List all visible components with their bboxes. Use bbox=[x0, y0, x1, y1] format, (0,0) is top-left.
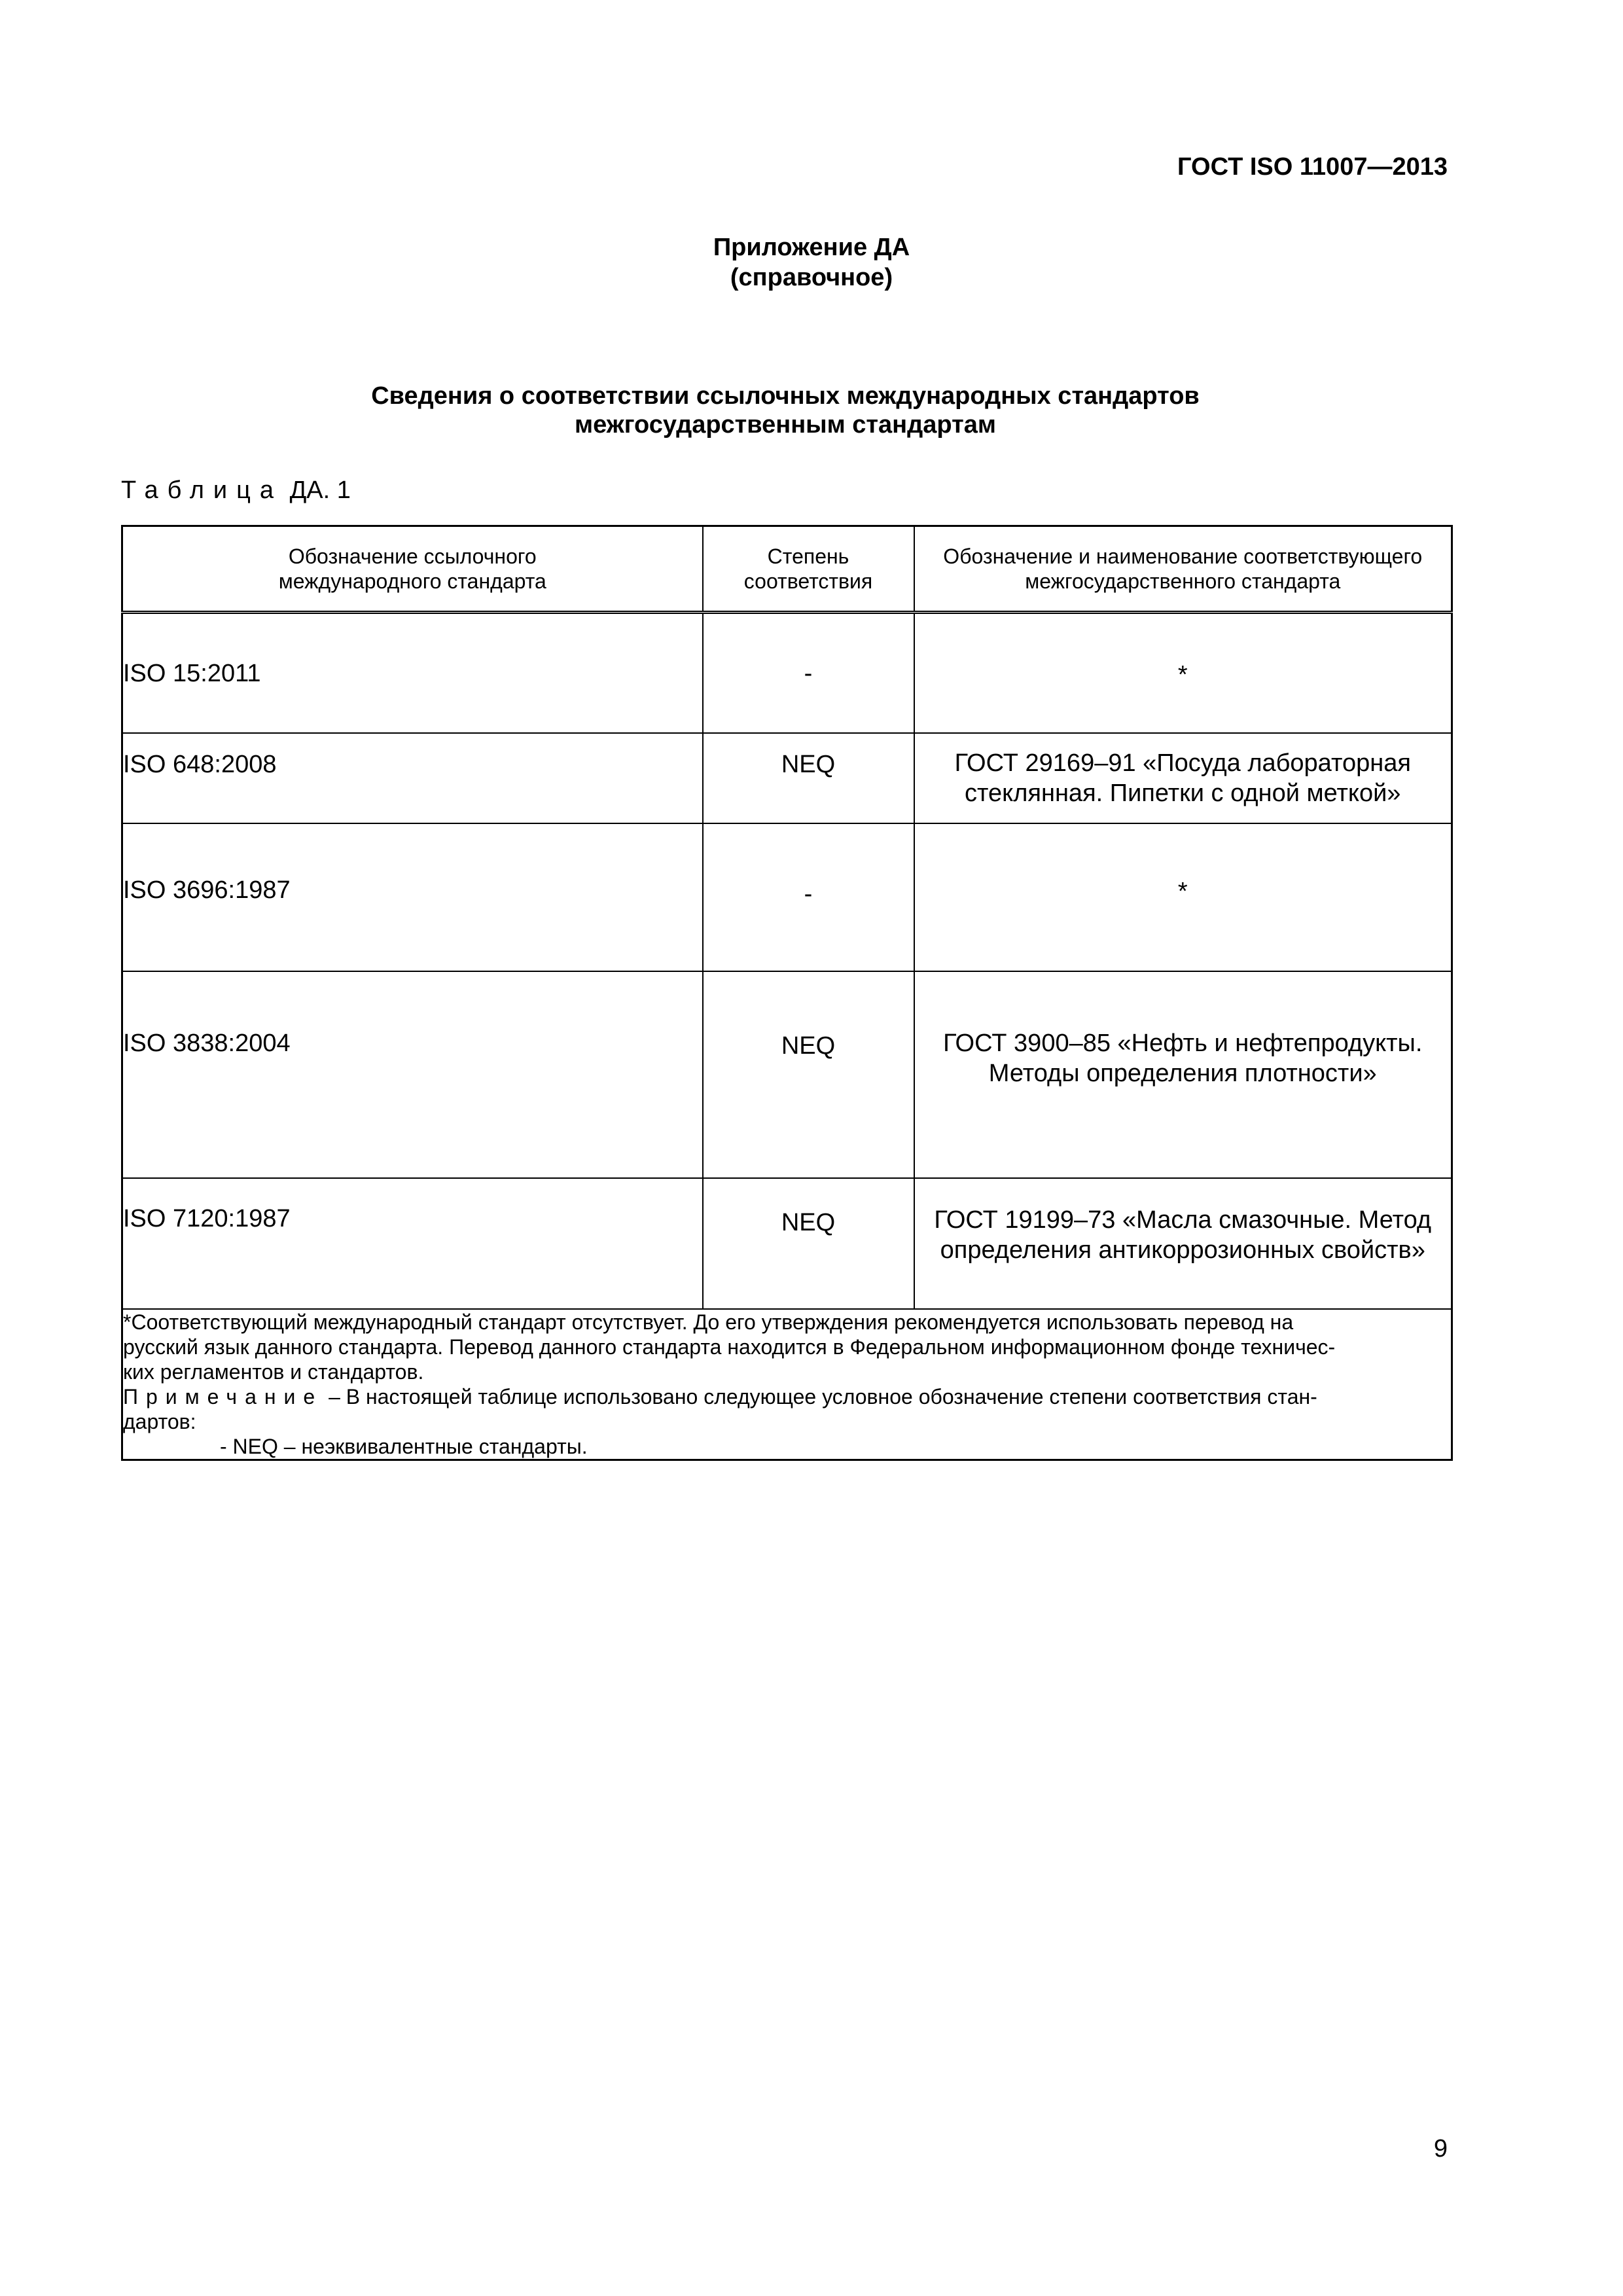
note-item: - NEQ – неэквивалентные стандарты. bbox=[220, 1434, 588, 1458]
table-caption bbox=[121, 476, 351, 505]
row-corresponding-line1: * bbox=[1177, 661, 1188, 689]
row-standard: ISO 7120:1987 bbox=[122, 1178, 703, 1309]
row-corresponding-line2: Методы определения плотности» bbox=[988, 1059, 1377, 1087]
table-header-row bbox=[122, 526, 1452, 613]
row-corresponding-line2: определения антикоррозионных свойств» bbox=[940, 1236, 1425, 1264]
footnote-line1: *Соответствующий международный стандарт отсутствует. До его утверждения рекомендуется использовать перевод на bbox=[123, 1310, 1294, 1334]
row-degree: - bbox=[703, 823, 914, 971]
row-standard: ISO 15:2011 bbox=[122, 613, 703, 733]
header-degree bbox=[703, 526, 914, 613]
table-row bbox=[122, 1178, 1452, 1309]
row-corresponding bbox=[914, 971, 1452, 1178]
table-footnote-row bbox=[122, 1309, 1452, 1460]
table-caption-word: Таблица bbox=[121, 476, 283, 504]
footnote-line3: ких регламентов и стандартов. bbox=[123, 1359, 424, 1384]
row-degree: NEQ bbox=[703, 733, 914, 823]
section-title-line1: Сведения о соответствии ссылочных международных стандартов bbox=[371, 382, 1200, 410]
table-footnote bbox=[122, 1309, 1452, 1460]
row-corresponding bbox=[914, 613, 1452, 733]
row-corresponding bbox=[914, 1178, 1452, 1309]
header-col1-line1: Обозначение ссылочного bbox=[288, 545, 537, 568]
row-corresponding-line1: * bbox=[1177, 877, 1188, 905]
note-line bbox=[123, 1384, 1451, 1409]
header-col2-line2: соответствия bbox=[743, 569, 873, 593]
page-number: 9 bbox=[1433, 2135, 1448, 2162]
header-corresponding-standard bbox=[914, 526, 1452, 613]
row-corresponding-line1: ГОСТ 19199–73 «Масла смазочные. Метод bbox=[934, 1206, 1432, 1234]
footnote-line2: русский язык данного стандарта. Перевод данного стандарта находится в Федеральном информационном фонде техничес- bbox=[123, 1335, 1336, 1359]
row-degree: NEQ bbox=[703, 1178, 914, 1309]
annex-heading bbox=[0, 232, 1623, 293]
header-col2-line1: Степень bbox=[767, 545, 849, 568]
row-corresponding-line1: ГОСТ 29169–91 «Посуда лабораторная bbox=[954, 749, 1411, 777]
row-corresponding-line1: ГОСТ 3900–85 «Нефть и нефтепродукты. bbox=[943, 1029, 1423, 1057]
section-title-line2: межгосударственным стандартам bbox=[575, 411, 996, 439]
note-line2: дартов: bbox=[123, 1409, 196, 1433]
row-degree: NEQ bbox=[703, 971, 914, 1178]
document-code: ГОСТ ISO 11007—2013 bbox=[1177, 153, 1448, 181]
note-label: Примечание bbox=[123, 1384, 323, 1408]
row-corresponding bbox=[914, 733, 1452, 823]
row-standard: ISO 3838:2004 bbox=[122, 971, 703, 1178]
section-title bbox=[0, 382, 1571, 439]
table-caption-number: ДА. 1 bbox=[289, 476, 351, 504]
header-reference-standard bbox=[122, 526, 703, 613]
row-corresponding bbox=[914, 823, 1452, 971]
annex-subtitle: (справочное) bbox=[730, 264, 893, 291]
table-row bbox=[122, 613, 1452, 733]
row-corresponding-line2: стеклянная. Пипетки с одной меткой» bbox=[965, 779, 1401, 807]
annex-title: Приложение ДА bbox=[713, 234, 910, 261]
header-col1-line2: международного стандарта bbox=[278, 569, 546, 593]
table-row bbox=[122, 823, 1452, 971]
header-col3-line2: межгосударственного стандарта bbox=[1025, 569, 1341, 593]
row-standard: ISO 3696:1987 bbox=[122, 823, 703, 971]
table-row bbox=[122, 971, 1452, 1178]
header-col3-line1: Обозначение и наименование соответствующего bbox=[943, 545, 1423, 568]
correspondence-table bbox=[121, 525, 1453, 1461]
row-standard: ISO 648:2008 bbox=[122, 733, 703, 823]
note-text: – В настоящей таблице использовано следующее условное обозначение степени соответствия стан- bbox=[323, 1384, 1317, 1408]
table-row bbox=[122, 733, 1452, 823]
row-degree: - bbox=[703, 613, 914, 733]
